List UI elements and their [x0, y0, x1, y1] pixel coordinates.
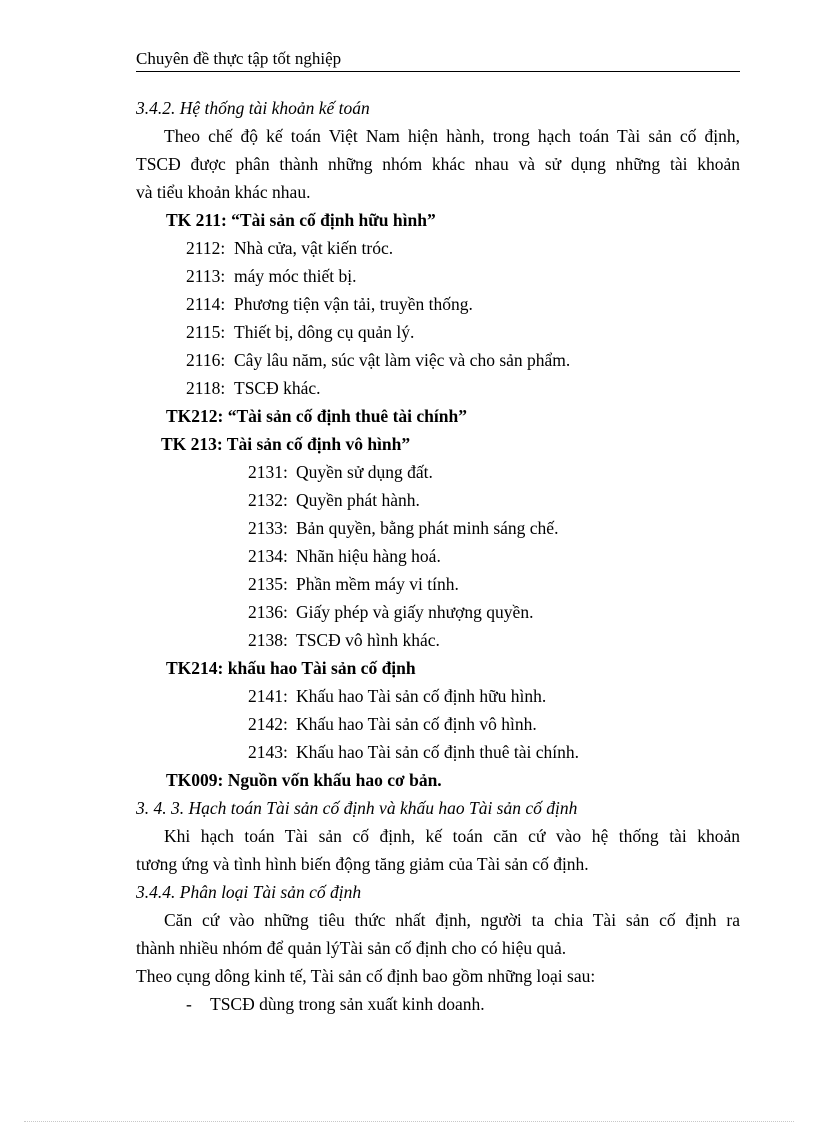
paragraph-line: Theo chế độ kế toán Việt Nam hiện hành, trong hạch toán Tài sản cố định, [164, 126, 740, 146]
bullet-marker: - [186, 994, 192, 1014]
account-desc: Cây lâu năm, súc vật làm việc và cho sản phẩm. [234, 350, 571, 370]
account-item [248, 489, 420, 511]
paragraph-line: Khi hạch toán Tài sản cố định, kế toán căn cứ vào hệ thống tài khoản [164, 826, 740, 846]
account-desc: Giấy phép và giấy nhượng quyền. [296, 602, 534, 622]
account-code: 2112: [186, 238, 226, 258]
account-item [186, 237, 393, 259]
account-code: 2142: [248, 714, 288, 734]
account-code: 2116: [186, 350, 226, 370]
account-desc: máy móc thiết bị. [234, 266, 357, 286]
account-desc: Quyền phát hành. [296, 490, 420, 510]
account-desc: Nhà cửa, vật kiến tróc. [234, 238, 394, 258]
account-item [186, 293, 473, 315]
account-code: 2114: [186, 294, 226, 314]
account-code: 2143: [248, 742, 288, 762]
account-code: 2132: [248, 490, 288, 510]
account-title-tk214: TK214: khấu hao Tài sản cố định [166, 658, 416, 678]
account-code: 2141: [248, 686, 288, 706]
account-code: 2133: [248, 518, 288, 538]
account-desc: Khấu hao Tài sản cố định vô hình. [296, 714, 537, 734]
paragraph-line: tương ứng và tình hình biến động tăng giảm của Tài sản cố định. [136, 854, 589, 874]
account-item [248, 741, 579, 763]
account-item [186, 321, 414, 343]
account-item [186, 377, 321, 399]
account-desc: Phương tiện vận tải, truyền thống. [234, 294, 473, 314]
account-code: 2118: [186, 378, 226, 398]
account-item [248, 629, 440, 651]
account-item [186, 349, 570, 371]
account-item [248, 713, 537, 735]
account-desc: Khấu hao Tài sản cố định hữu hình. [296, 686, 547, 706]
bullet-text: TSCĐ dùng trong sản xuất kinh doanh. [210, 994, 485, 1014]
bullet-item [186, 993, 485, 1015]
section-heading-342: 3.4.2. Hệ thống tài khoản kế toán [136, 98, 370, 118]
account-title-tk211: TK 211: “Tài sản cố định hữu hình” [166, 210, 436, 230]
account-desc: Bản quyền, bằng phát minh sáng chế. [296, 518, 559, 538]
account-code: 2115: [186, 322, 226, 342]
account-item [248, 545, 441, 567]
section-heading-343: 3. 4. 3. Hạch toán Tài sản cố định và khấu hao Tài sản cố định [136, 798, 578, 818]
account-item [248, 461, 433, 483]
account-title-tk009: TK009: Nguồn vốn khấu hao cơ bản. [166, 770, 442, 790]
paragraph-line: Căn cứ vào những tiêu thức nhất định, người ta chia Tài sản cố định ra [164, 910, 740, 930]
account-title-tk212: TK212: “Tài sản cố định thuê tài chính” [166, 406, 467, 426]
account-item [186, 265, 356, 287]
paragraph-line: TSCĐ được phân thành những nhóm khác nhau và sử dụng những tài khoản [136, 154, 740, 174]
account-code: 2134: [248, 546, 288, 566]
account-code: 2136: [248, 602, 288, 622]
account-item [248, 601, 533, 623]
account-desc: Khấu hao Tài sản cố định thuê tài chính. [296, 742, 580, 762]
account-code: 2135: [248, 574, 288, 594]
account-desc: Thiết bị, dông cụ quản lý. [234, 322, 415, 342]
account-code: 2131: [248, 462, 288, 482]
account-desc: Phần mềm máy vi tính. [296, 574, 459, 594]
paragraph-line: và tiểu khoản khác nhau. [136, 182, 311, 202]
account-desc: Nhãn hiệu hàng hoá. [296, 546, 441, 566]
account-desc: Quyền sử dụng đất. [296, 462, 433, 482]
running-header: Chuyên đề thực tập tốt nghiệp [136, 48, 740, 72]
account-item [248, 517, 558, 539]
account-title-tk213: TK 213: Tài sản cố định vô hình” [161, 434, 411, 454]
account-code: 2138: [248, 630, 288, 650]
section-heading-344: 3.4.4. Phân loại Tài sản cố định [136, 882, 362, 902]
account-code: 2113: [186, 266, 226, 286]
account-desc: TSCĐ vô hình khác. [296, 630, 440, 650]
account-item [248, 685, 546, 707]
page-bottom-divider [24, 1121, 794, 1122]
paragraph-line: thành nhiều nhóm để quản lýTài sản cố định cho có hiệu quả. [136, 938, 567, 958]
account-desc: TSCĐ khác. [234, 378, 321, 398]
paragraph-line: Theo cụng dông kinh tế, Tài sản cố định bao gồm những loại sau: [136, 966, 596, 986]
account-item [248, 573, 459, 595]
